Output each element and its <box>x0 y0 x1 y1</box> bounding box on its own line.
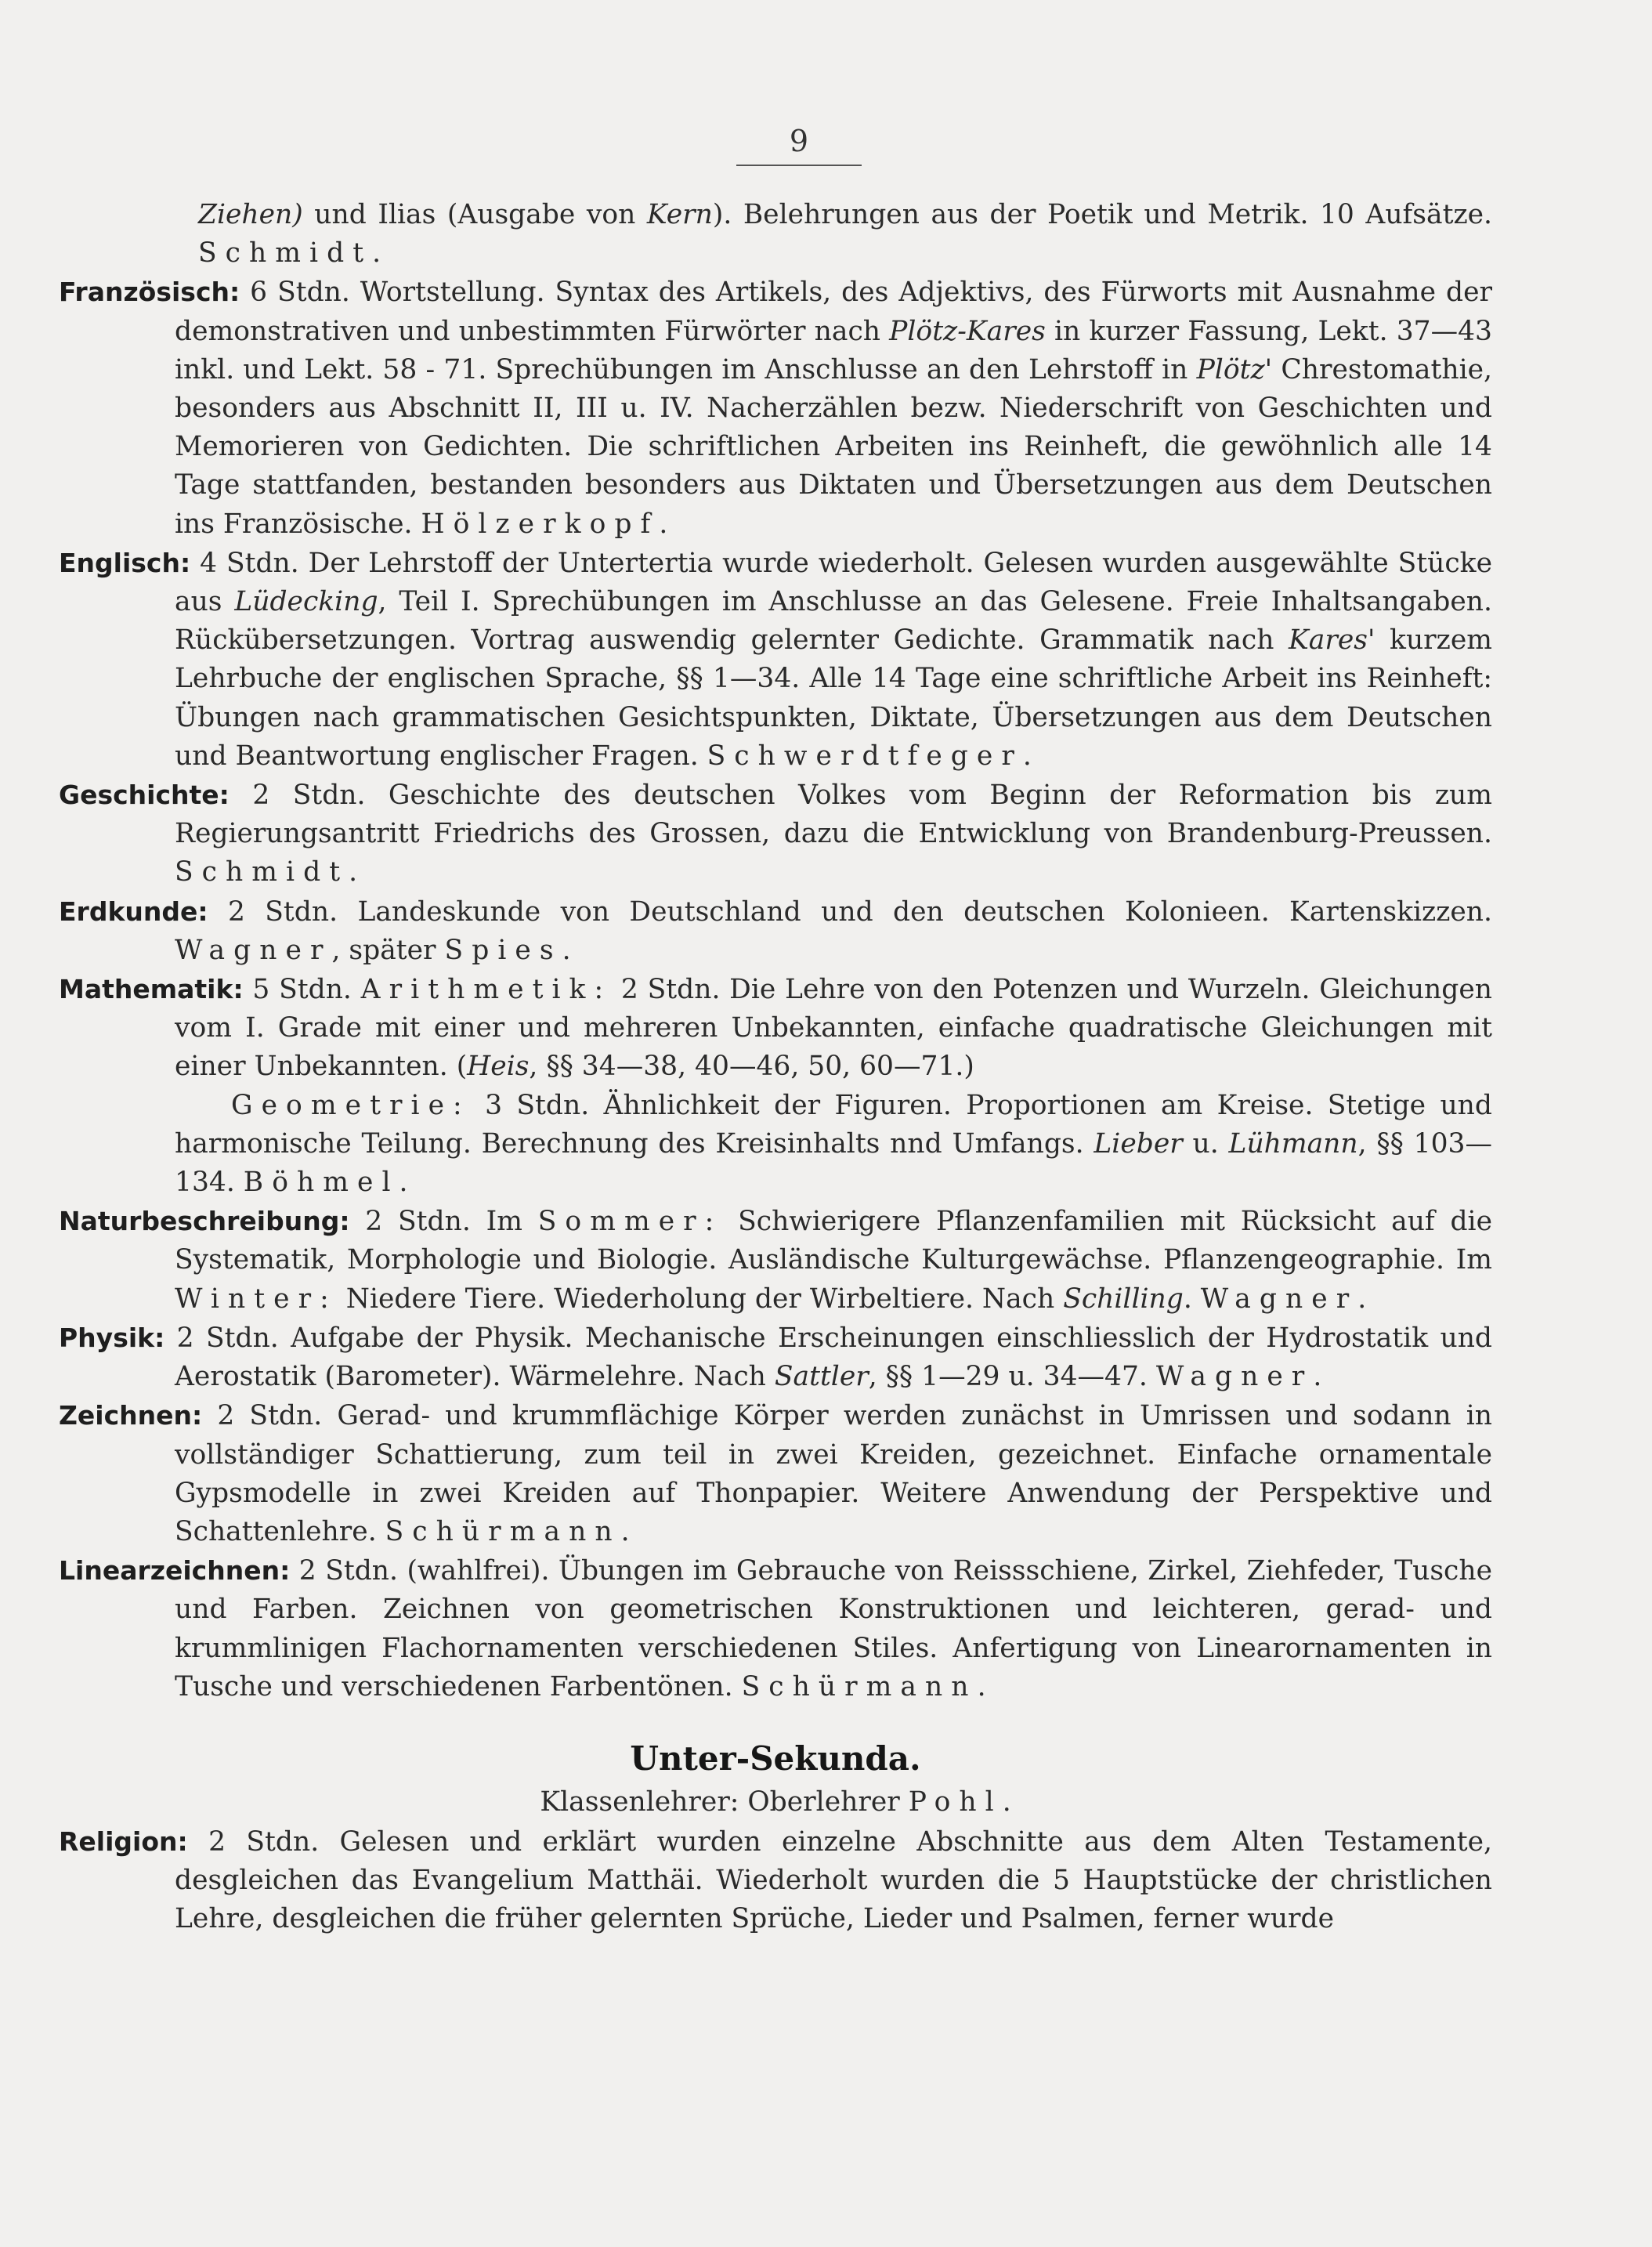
subject-label-geschichte: Geschichte: <box>59 780 230 811</box>
page-body <box>59 196 1492 1939</box>
intro-paragraph <box>59 196 1492 273</box>
math-geometrie-label: Geometrie: <box>231 1089 471 1121</box>
subject-englisch <box>59 544 1492 776</box>
engl-italic-luedecking: Lüdecking <box>234 586 378 618</box>
phys-teacher: Wagner <box>1155 1361 1314 1393</box>
franz-text-1: 6 Stdn. Wortstellung. Syntax des Artikels, des Adjektivs, des Fürworts mit Ausnahme der demonstrativen und unbestimmten Fürwörter nach <box>175 277 1492 347</box>
natur-sommer-label: Sommer: <box>537 1206 723 1238</box>
intro-text-1: und Ilias (Ausgabe von <box>302 199 647 230</box>
erdk-teacher-2: Spies <box>444 934 562 966</box>
section-heading-unter-sekunda: Unter-Sekunda. <box>630 1739 921 1778</box>
math-teacher: Böhmel <box>243 1167 399 1199</box>
rel-text-1: 2 Stdn. Gelesen und erklärt wurden einzelne Abschnitte aus dem Alten Testamente, desgleichen das Evangelium Matthäi. Wiederholt wurden die 5 Hauptstücke der christlichen Lehre, desgleichen die früher gelernten Sprüche, Lieder und Psalmen, ferner wurde <box>175 1825 1492 1935</box>
subject-label-englisch: Englisch: <box>59 547 191 578</box>
engl-text-3: kurzem Lehrbuche der englischen Sprache, §§ 1—34. Alle 14 Tage eine schriftliche Arbeit ins Reinheft: Übungen nach grammatischen Gesichtspunkten, Diktate, Übersetzungen aus dem Deutschen und Beantwortung englischer Fragen. <box>175 624 1492 772</box>
intro-italic-kern: Kern <box>646 199 713 230</box>
subject-zeichnen <box>59 1396 1492 1551</box>
page-number-rule <box>736 165 862 166</box>
math-text-2: 2 Stdn. Die Lehre von den Potenzen und Wurzeln. Gleichungen vom I. Grade mit einer und mehreren Unbekannten, einfache quadratische Gleichungen mit einer Unbekannten. ( <box>175 974 1492 1083</box>
subject-mathematik-geometrie <box>59 1087 1492 1203</box>
zeich-text-1: 2 Stdn. Gerad- und krummflächige Körper werden zunächst in Umrissen und sodann in vollständiger Schattierung, zum teil in zwei Kreiden, gezeichnet. Einfache ornamentale Gypsmodelle in zwei Kreiden auf Thonpapier. Weitere Anwendung der Perspektive und Schattenlehre. <box>175 1400 1492 1547</box>
natur-text-3: Niedere Tiere. Wiederholung der Wirbeltiere. Nach <box>337 1283 1064 1315</box>
natur-text-1: 2 Stdn. Im <box>349 1206 538 1238</box>
math-italic-heis: Heis <box>467 1051 530 1083</box>
subject-label-religion: Religion: <box>59 1825 188 1857</box>
gesch-teacher: Schmidt <box>175 856 349 888</box>
franz-text-3: Chrestomathie, besonders aus Abschnitt II, III u. IV. Nacherzählen bezw. Niederschrift von Geschichten und Memorieren von Gedichten. Die schriftlichen Arbeiten ins Reinheft, die gewöhnlich alle 14 Tage stattfanden, bestanden besonders aus Diktaten und Übersetzungen aus dem Deutschen ins Französische. <box>175 353 1492 540</box>
phys-italic-sattler: Sattler <box>774 1361 869 1393</box>
section-sub-prefix: Klassenlehrer: Oberlehrer <box>540 1786 909 1818</box>
math-italic-lieber: Lieber <box>1094 1127 1183 1160</box>
subject-label-linearzeichnen: Linearzeichnen: <box>59 1555 291 1587</box>
subject-franzoesisch <box>59 273 1492 543</box>
section-subheading-klassenlehrer <box>59 1782 1492 1822</box>
phys-text-1: 2 Stdn. Aufgabe der Physik. Mechanische Erscheinungen einschliesslich der Hydrostatik und Aerostatik (Barometer). Wärmelehre. Nach <box>164 1322 1492 1393</box>
erdk-teacher-1: Wagner <box>175 934 332 966</box>
erdk-end: . <box>562 934 571 966</box>
phys-text-2: , §§ 1—29 u. 34—47. <box>868 1361 1156 1393</box>
franz-teacher: Hölzerkopf <box>421 508 660 540</box>
subject-erdkunde <box>59 892 1492 970</box>
franz-end: . <box>659 508 668 540</box>
section-sub-teacher: Pohl <box>908 1786 1003 1818</box>
franz-italic-ploetz-kares: Plötz-Kares <box>889 315 1046 347</box>
zeich-end: . <box>620 1515 630 1547</box>
erdk-text-1: 2 Stdn. Landeskunde von Deutschland und den deutschen Kolonieen. Kartenskizzen. <box>208 896 1492 928</box>
intro-italic-ziehen: Ziehen) <box>198 199 303 230</box>
math-arithmetik-label: Arithmetik: <box>360 974 613 1006</box>
subject-mathematik <box>59 970 1492 1087</box>
intro-text-2: ). Belehrungen aus der Poetik und Metrik. 10 Aufsätze. <box>712 199 1492 230</box>
intro-teacher: Schmidt <box>198 237 373 270</box>
gesch-text-1: 2 Stdn. Geschichte des deutschen Volkes vom Beginn der Reformation bis zum Regierungsantritt Friedrichs des Grossen, dazu die Entwicklung von Brandenburg-Preussen. <box>175 780 1492 850</box>
math-end: . <box>399 1167 408 1199</box>
math-text-1: 5 Stdn. <box>243 974 361 1006</box>
natur-end: . <box>1357 1283 1367 1315</box>
math-text-3: , §§ 34—38, 40—46, 50, 60—71.) <box>529 1051 974 1083</box>
subject-linearzeichnen <box>59 1551 1492 1706</box>
erdk-text-2: , später <box>331 934 445 966</box>
math-italic-luehmann: Lühmann <box>1228 1127 1358 1160</box>
engl-teacher: Schwerdtfeger <box>707 740 1023 772</box>
franz-text-2: in kurzer Fassung, Lekt. 37—43 inkl. und Lekt. 58 - 71. Sprechübungen im Anschlusse an den Lehrstoff in <box>175 315 1492 385</box>
math-text-4: 3 Stdn. Ähnlichkeit der Figuren. Proportionen am Kreise. Stetige und harmonische Teilung. Berechnung des Kreisinhalts nnd Umfangs. <box>175 1089 1492 1160</box>
natur-text-4: . <box>1183 1283 1201 1315</box>
gesch-end: . <box>349 856 358 888</box>
engl-italic-kares: Kares' <box>1289 624 1375 657</box>
section-sub-end: . <box>1002 1786 1011 1818</box>
subject-religion <box>59 1822 1492 1939</box>
subject-label-mathematik: Mathematik: <box>59 974 244 1005</box>
phys-end: . <box>1313 1361 1322 1393</box>
math-text-6: , §§ 103—134. <box>175 1127 1493 1199</box>
subject-label-physik: Physik: <box>59 1322 165 1353</box>
linear-teacher: Schürmann <box>741 1670 978 1702</box>
subject-label-naturbeschreibung: Naturbeschreibung: <box>59 1206 350 1237</box>
natur-teacher: Wagner <box>1200 1283 1358 1315</box>
franz-italic-ploetz: Plötz' <box>1196 353 1273 385</box>
subject-physik <box>59 1319 1492 1396</box>
subject-label-franzoesisch: Französisch: <box>59 277 240 308</box>
engl-end: . <box>1022 740 1032 772</box>
subject-geschichte <box>59 776 1492 892</box>
natur-text-2: Schwierigere Pflanzenfamilien mit Rücksicht auf die Systematik, Morphologie und Biologie. Ausländische Kulturgewächse. Pflanzengeographie. Im <box>175 1206 1492 1276</box>
page-number: 9 <box>789 124 809 158</box>
natur-italic-schilling: Schilling <box>1063 1283 1184 1315</box>
subject-label-erdkunde: Erdkunde: <box>59 896 208 927</box>
math-text-5: u. <box>1182 1127 1229 1160</box>
subject-label-zeichnen: Zeichnen: <box>59 1400 203 1431</box>
linear-end: . <box>977 1670 986 1702</box>
engl-text-1: 4 Stdn. Der Lehrstoff der Untertertia wurde wiederholt. Gelesen wurden ausgewählte Stücke aus <box>175 547 1492 618</box>
zeich-teacher: Schürmann <box>385 1515 621 1547</box>
subject-naturbeschreibung <box>59 1202 1492 1319</box>
natur-winter-label: Winter: <box>175 1283 338 1315</box>
linear-text-1: 2 Stdn. (wahlfrei). Übungen im Gebrauche von Reissschiene, Zirkel, Ziehfeder, Tusche und Farben. Zeichnen von geometrischen Konstruktionen und leichteren, gerad- und krummlinigen Flachornamenten verschiedenen Stiles. Anfertigung von Linearornamenten in Tusche und verschiedenen Farbentönen. <box>175 1555 1492 1702</box>
intro-end: . <box>372 237 381 270</box>
engl-text-2: , Teil I. Sprechübungen im Anschlusse an das Gelesene. Freie Inhaltsangaben. Rückübersetzungen. Vortrag auswendig gelernter Gedichte. Grammatik nach <box>175 586 1492 657</box>
